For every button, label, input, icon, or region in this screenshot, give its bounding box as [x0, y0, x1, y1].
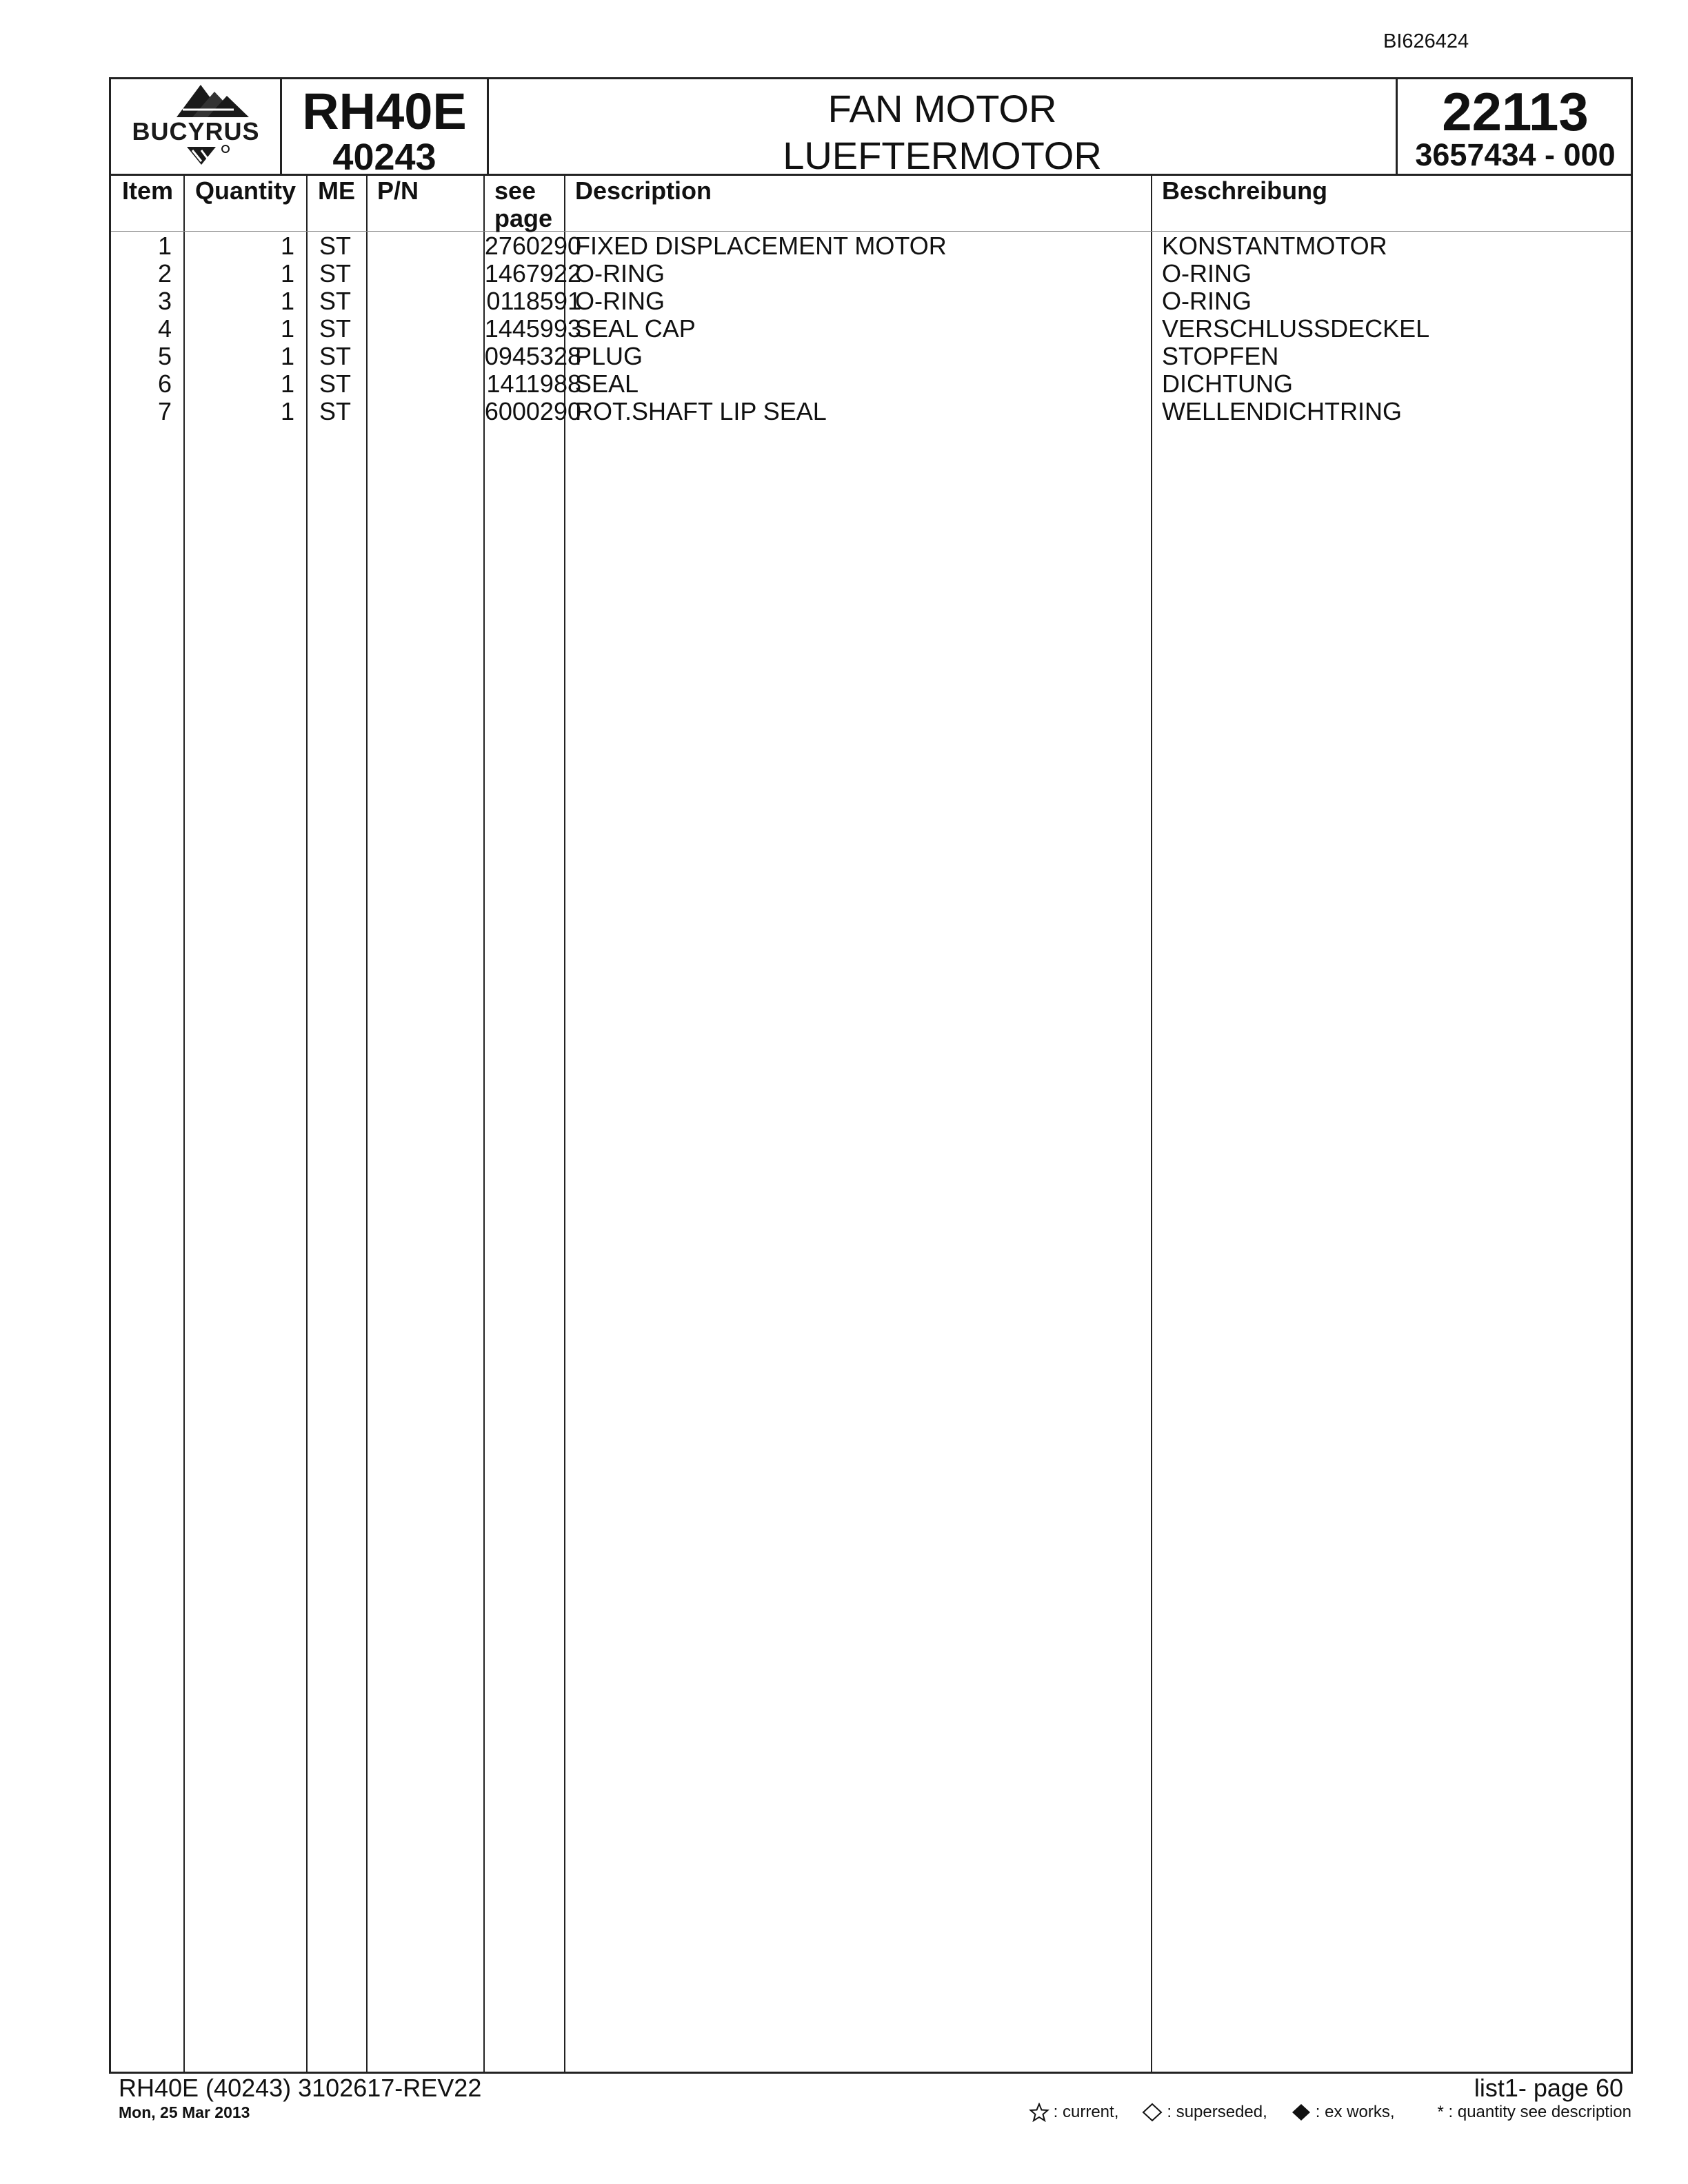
- part-number: 1411988: [486, 370, 581, 398]
- parts-table: [109, 174, 1633, 2074]
- column-header-description: Description: [575, 176, 712, 205]
- part-number: 1467922: [484, 259, 581, 287]
- part-quantity: 1: [280, 232, 294, 260]
- diamond-filled-icon: [1291, 2103, 1312, 2122]
- legend-superseded: : superseded,: [1167, 2103, 1267, 2121]
- part-number: 0118591: [486, 287, 581, 315]
- assembly-cell: [1398, 79, 1633, 174]
- part-description: O-RING: [575, 259, 665, 287]
- part-quantity: 1: [280, 287, 294, 315]
- part-beschreibung: O-RING: [1162, 287, 1252, 315]
- part-beschreibung: STOPFEN: [1162, 342, 1279, 370]
- column-divider: [483, 176, 485, 2072]
- title-cell: [489, 79, 1398, 177]
- footer-doc-ref: RH40E (40243) 3102617-REV22: [119, 2074, 482, 2102]
- part-item-number: 4: [157, 314, 172, 343]
- column-header-item: Item: [122, 176, 174, 205]
- logo-cell: [111, 79, 282, 174]
- part-item-number: 7: [157, 397, 172, 425]
- part-number: 0945328: [484, 342, 581, 370]
- part-unit: ST: [319, 370, 352, 398]
- column-header-me: ME: [318, 176, 355, 205]
- table-row: [111, 398, 1631, 425]
- part-description: PLUG: [575, 342, 643, 370]
- part-quantity: 1: [280, 370, 294, 398]
- part-description: SEAL: [575, 370, 639, 398]
- part-number: 2760290: [484, 232, 581, 260]
- part-beschreibung: VERSCHLUSSDECKEL: [1162, 314, 1430, 343]
- part-description: ROT.SHAFT LIP SEAL: [575, 397, 827, 425]
- column-divider: [564, 176, 565, 2072]
- table-row: [111, 260, 1631, 287]
- part-number: 1445993: [484, 314, 581, 343]
- legend: [1029, 2103, 1631, 2122]
- bucyrus-logo: [111, 79, 282, 174]
- part-quantity: 1: [280, 314, 294, 343]
- column-header-see-page: see: [494, 176, 536, 205]
- part-item-number: 3: [157, 287, 172, 315]
- part-beschreibung: WELLENDICHTRING: [1162, 397, 1403, 425]
- part-unit: ST: [319, 259, 352, 287]
- assembly-part-number: 3657434 - 000: [1415, 137, 1616, 172]
- part-description: SEAL CAP: [575, 314, 696, 343]
- column-divider: [306, 176, 308, 2072]
- table-row: [111, 343, 1631, 370]
- document-id: BI626424: [1383, 30, 1469, 52]
- footer-page: list1- page 60: [1474, 2074, 1623, 2102]
- title-german: LUEFTERMOTOR: [783, 134, 1102, 177]
- footer-date: Mon, 25 Mar 2013: [119, 2103, 250, 2121]
- star-outline-icon: [1029, 2103, 1049, 2122]
- part-unit: ST: [319, 397, 352, 425]
- model-serial: 40243: [332, 136, 436, 178]
- model-name: RH40E: [302, 83, 467, 140]
- column-header-see-page-2: page: [494, 204, 553, 232]
- part-item-number: 5: [157, 342, 172, 370]
- part-item-number: 1: [157, 232, 172, 260]
- part-quantity: 1: [280, 397, 294, 425]
- part-unit: ST: [319, 232, 352, 260]
- header-band: [109, 77, 1633, 178]
- part-description: FIXED DISPLACEMENT MOTOR: [575, 232, 947, 260]
- assembly-number: 22113: [1442, 81, 1589, 142]
- column-divider: [366, 176, 368, 2072]
- part-beschreibung: O-RING: [1162, 259, 1252, 287]
- part-unit: ST: [319, 342, 352, 370]
- logo-wordmark: BUCYRUS: [132, 117, 260, 145]
- diamond-outline-icon: [1142, 2103, 1163, 2122]
- part-unit: ST: [319, 314, 352, 343]
- legend-current: : current,: [1053, 2103, 1119, 2121]
- part-quantity: 1: [280, 342, 294, 370]
- column-header-pn: P/N: [377, 176, 419, 205]
- column-divider: [1151, 176, 1152, 2072]
- table-row: [111, 232, 1631, 260]
- table-row: [111, 315, 1631, 343]
- legend-ex-works: : ex works,: [1315, 2103, 1395, 2121]
- part-beschreibung: DICHTUNG: [1162, 370, 1293, 398]
- title-english: FAN MOTOR: [827, 87, 1057, 130]
- part-description: O-RING: [575, 287, 665, 315]
- column-divider: [183, 176, 185, 2072]
- column-header-quantity: Quantity: [195, 176, 297, 205]
- legend-quantity-note: * : quantity see description: [1437, 2103, 1631, 2121]
- column-header-beschreibung: Beschreibung: [1162, 176, 1328, 205]
- part-item-number: 6: [157, 370, 172, 398]
- part-beschreibung: KONSTANTMOTOR: [1162, 232, 1387, 260]
- part-number: 6000290: [484, 397, 581, 425]
- table-row: [111, 287, 1631, 315]
- part-quantity: 1: [280, 259, 294, 287]
- part-unit: ST: [319, 287, 352, 315]
- model-cell: [282, 79, 489, 178]
- part-item-number: 2: [157, 259, 172, 287]
- table-row: [111, 370, 1631, 398]
